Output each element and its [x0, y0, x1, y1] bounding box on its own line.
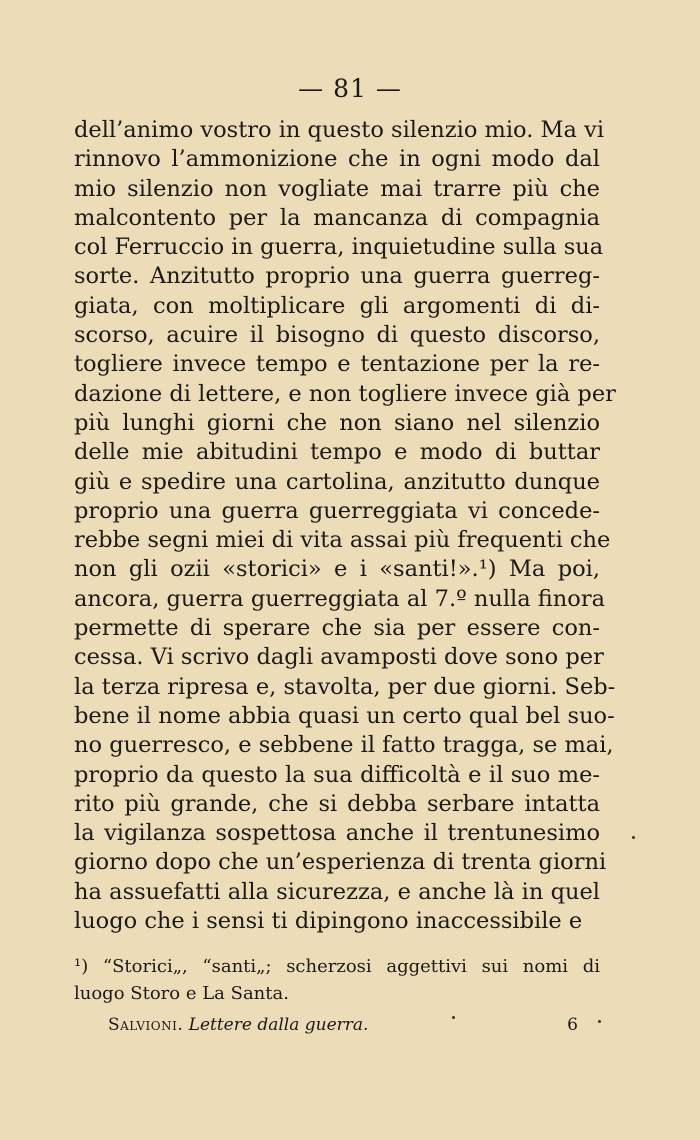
footnote-line: ¹) “Storici„, “santi„; scherzosi aggettivi sui nomi di — [74, 956, 600, 977]
text-line: giù e spedire una cartolina, anzitutto dunque — [74, 468, 600, 495]
signature-title: Lettere dalla guerra. — [188, 1015, 369, 1035]
text-line: mio silenzio non vogliate mai trarre più che — [74, 175, 600, 202]
text-line: rinnovo l’ammonizione che in ogni modo dal — [74, 146, 600, 173]
text-line: delle mie abitudini tempo e modo di buttar — [74, 439, 600, 466]
text-line: la vigilanza sospettosa anche il trentunesimo — [74, 820, 600, 847]
text-line: ancora, guerra guerreggiata al 7.º nulla finora — [74, 585, 605, 612]
text-line: ha assuefatti alla sicurezza, e anche là in quel — [74, 878, 600, 905]
text-line: rebbe segni miei di vita assai più frequenti che — [74, 527, 611, 554]
text-line: cessa. Vi scrivo dagli avamposti dove sono per — [74, 644, 604, 671]
text-line: scorso, acuire il bisogno di questo discorso, — [74, 322, 600, 349]
printer-signature — [108, 1012, 578, 1038]
text-line: luogo che i sensi ti dipingono inaccessibile e — [74, 908, 583, 935]
text-line: permette di sperare che sia per essere con- — [74, 615, 600, 642]
text-line: dazione di lettere, e non togliere invece già per — [74, 380, 616, 407]
text-line: proprio una guerra guerreggiata vi concede- — [74, 497, 600, 524]
text-line: no guerresco, e sebbene il fatto tragga, se mai, — [74, 732, 614, 759]
text-line: sorte. Anzitutto proprio una guerra guerreg- — [74, 263, 600, 290]
paper-speck — [452, 1016, 455, 1019]
text-line: col Ferruccio in guerra, inquietudine sulla sua — [74, 234, 604, 261]
text-line: la terza ripresa e, stavolta, per due giorni. Seb- — [74, 673, 616, 700]
text-line: dell’animo vostro in questo silenzio mio. Ma vi — [74, 117, 605, 143]
text-line: non gli ozii «storici» e i «santi!».¹) Ma poi, — [74, 556, 600, 583]
footnote — [74, 953, 600, 1007]
paper-speck — [632, 836, 635, 839]
paper-speck — [598, 1020, 601, 1023]
text-line: giorno dopo che un’esperienza di trenta giorni — [74, 849, 607, 876]
signature-sheet-number: 6 — [567, 1015, 578, 1035]
text-line: proprio da questo la sua difficoltà e il suo me- — [74, 761, 600, 788]
text-line: malcontento per la mancanza di compagnia — [74, 204, 600, 231]
text-line: bene il nome abbia quasi un certo qual bel suo- — [74, 702, 615, 729]
body-text — [74, 116, 616, 936]
signature-author: Salvioni. — [108, 1015, 184, 1035]
footnote-line: luogo Storo e La Santa. — [74, 983, 289, 1004]
text-line: rito più grande, che si debba serbare intatta — [74, 790, 600, 817]
page-number: — 81 — — [298, 74, 402, 103]
text-line: giata, con moltiplicare gli argomenti di di- — [74, 292, 600, 319]
text-line: più lunghi giorni che non siano nel silenzio — [74, 409, 600, 436]
text-line: togliere invece tempo e tentazione per la re- — [74, 351, 600, 378]
